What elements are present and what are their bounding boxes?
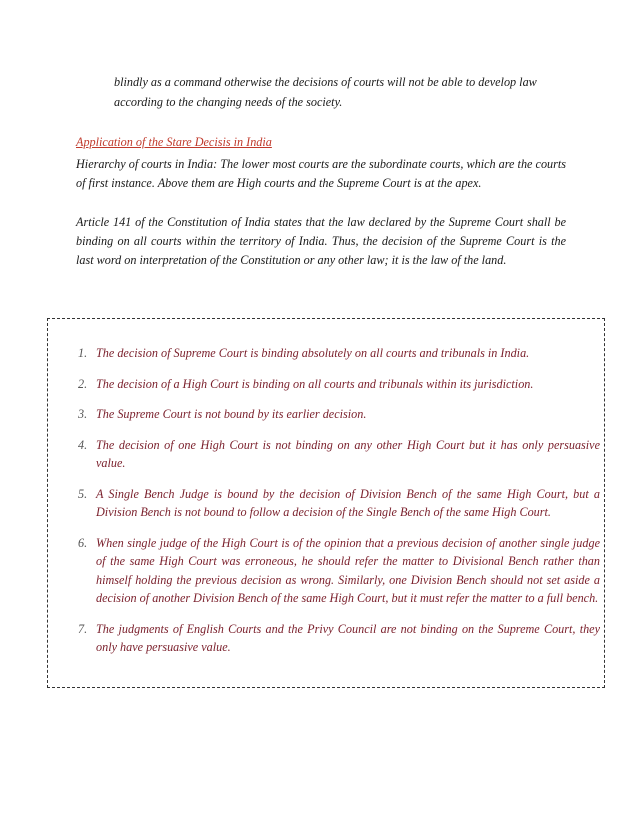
list-item bbox=[78, 405, 600, 424]
list-item bbox=[78, 534, 600, 608]
list-item-text: The decision of one High Court is not binding on any other High Court but it has only persuasive value. bbox=[96, 437, 600, 470]
list-item-text: The Supreme Court is not bound by its earlier decision. bbox=[96, 407, 367, 421]
section-heading: Application of the Stare Decisis in India bbox=[76, 135, 272, 149]
list-item-number: 1. bbox=[78, 346, 88, 360]
quote-text: blindly as a command otherwise the decisions of courts will not be able to develop law according to the changing needs of the society. bbox=[114, 75, 537, 109]
binding-rules-list bbox=[78, 344, 600, 669]
list-item-number: 3. bbox=[78, 407, 88, 421]
quote-continuation bbox=[114, 72, 572, 112]
list-item-number: 4. bbox=[78, 437, 88, 452]
list-item bbox=[78, 620, 600, 657]
list-item-number: 5. bbox=[78, 486, 88, 501]
list-item-number: 7. bbox=[78, 621, 88, 636]
list-item bbox=[78, 485, 600, 522]
hierarchy-paragraph: Hierarchy of courts in India: The lower most courts are the subordinate courts, which are the courts of first instance. Above them are High courts and the Supreme Court is at the apex. bbox=[76, 157, 566, 190]
list-item-text: The decision of a High Court is binding on all courts and tribunals within its jurisdiction. bbox=[96, 376, 534, 391]
list-item bbox=[78, 436, 600, 473]
list-item-number: 2. bbox=[78, 376, 88, 391]
article-141-paragraph: Article 141 of the Constitution of India states that the law declared by the Supreme Court shall be binding on all courts within the territory of India. Thus, the decision of the Supreme Court is the last word on interpretation of the Constitution or any other law; it is the law of the land. bbox=[76, 215, 566, 267]
list-item-number: 6. bbox=[78, 535, 88, 550]
list-item-text: The judgments of English Courts and the Privy Council are not binding on the Supreme Court, they only have persuasive value. bbox=[96, 621, 600, 654]
list-item bbox=[78, 344, 600, 363]
list-item-text: The decision of Supreme Court is binding absolutely on all courts and tribunals in India. bbox=[96, 346, 530, 360]
list-item bbox=[78, 375, 600, 394]
list-item-text: A Single Bench Judge is bound by the decision of Division Bench of the same High Court, but a Division Bench is not bound to follow a decision of the Single Bench of the same High Court. bbox=[96, 486, 600, 519]
list-item-text: When single judge of the High Court is of the opinion that a previous decision of another single judge of the same High Court was erroneous, he should refer the matter to Divisional Bench rather than himself holding the previous decision as wrong. Similarly, one Division Bench should not set aside a decision of another Division Bench of the same High Court, but it must refer the matter to a full bench. bbox=[96, 535, 600, 605]
